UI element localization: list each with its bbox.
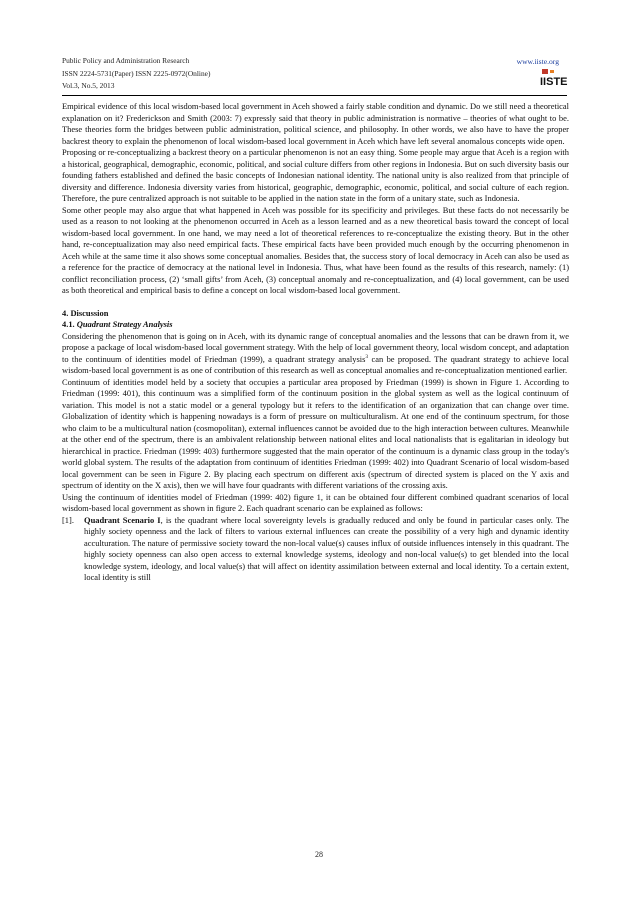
section-heading: 4. Discussion [62,307,109,318]
paragraph-text: can be proposed. The quadrant strategy to achieve local wisdom-based local government is as one of contribution of this research as well as conceptual anomalies and re-conceptualization mentioned earlier. [62,353,569,375]
issn-line: ISSN 2224-5731(Paper) ISSN 2225-0972(Online) [62,69,211,78]
iiste-logo [539,68,569,89]
list-item-text [84,515,569,584]
paragraph: Empirical evidence of this local wisdom-based local government in Aceh showed a fairly stable condition and dynamic. Do we still need a theoretical explanation on it? Frederickson and Smith (2003: 7) expressly said that theory in public administration is normative – theories of what ought to be. These theories form the bridges between public administration, political science, and philosophy. In other words, we also have to have the proper backrest theory to explain the phenomenon of local wisdom-based local government in Aceh which have left several anomalous concepts wide open. [62,101,569,146]
subsection-heading [62,319,569,331]
volume-line: Vol.3, No.5, 2013 [62,81,115,90]
footnote-marker: 3 [365,353,369,360]
logo-mark [542,69,548,74]
logo-mark-accent [550,70,554,73]
page-number: 28 [315,850,323,859]
paragraph: Continuum of identities model held by a society that occupies a particular area proposed by Friedman (1999) is shown in Figure 1. According to Friedman (1999: 401), this continuum was a simplified form of the continuum position in the global system as well as the logical continuum of variation. This model is not a static model or a general typology but it refers to the identification of an organization that can change over time. Globalization of identity which is happening nowadays is a form of pressure on multiculturalism. At one end of the continuum spectrum, for those who claim to be a multicultural nation (cosmopolitan), external influences cannot be avoided due to the high interaction between cultures. Meanwhile at the other end of the spectrum, there is an ambivalent relationship between national elites and local nationalists that is egalitarian in ideology but hierarchical in practice. Friedman (1999: 403) furthermore suggested that the main operator of the continuum is a dynamic class group in the today's world global system. The results of the adaptation from continuum of identities Friedman (1999: 402) into Quadrant Scenario of local wisdom-based local government can be seen in Figure 2. By placing each spectrum on different axis (spectrum of directed system is placed on the Y axis and spectrum of identity on the X axis), then we will have four quadrants with different variations of the crossing axis. [62,376,569,490]
paragraph: Proposing or re-conceptualizing a backrest theory on a particular phenomenon is not an easy thing. Some people may argue that Aceh is a region with a historical, geographical, demographic, economic, political, and social culture differs from other regions in Indonesia. But on such diversity basis our founding fathers established and defined the basic concepts of Indonesian national identity. The national unity is also realized from that principle of diversity and difference. Indonesia diversity varies from historical, geographic, demographic, economic, political, and social culture of each region. Therefore, the pure centralized approach is not suitable to be applied in the nation state in the form of a unitary state, such as Indonesia. [62,147,569,203]
list-item-body: , is the quadrant where local sovereignty levels is gradually reduced and only be found in particular cases only. The highly society openness and the lack of filters to various external influences can create the possibility of a very high and dynamic identity acculturation. The nature of permissive society toward the non-local value(s) causes influx of outside influences intensely in this quadrant. The highly society openness can also open access to external knowledge systems, ideology and non-local value(s) to get blended into the local knowledge system, ideology, and local value(s) that will affect on identity assimilation between external and local identity. To a certain extent, local identity is still [84,514,569,582]
logo-text: IISTE [540,76,568,88]
paragraph-text: Considering the phenomenon that is going on in Aceh, with its dynamic range of conceptual anomalies and the lessons that can be drawn from it, we propose a package of local wisdom-based local government strategy. With the help of local government theory, local wisdom concept, and adaptation to the continuum of identities model of Friedman (1999), a quadrant strategy analysis [62,330,569,364]
list-item-title: Quadrant Scenario I [84,514,161,525]
list-item [62,515,569,584]
journal-title: Public Policy and Administration Research [62,56,190,65]
subsection-title: Quadrant Strategy Analysis [76,319,173,329]
header-rule [62,95,567,96]
article-body [62,101,569,584]
paragraph: Using the continuum of identities model of Friedman (1999: 402) figure 1, it can be obtained four different combined quadrant scenarios of local wisdom-based local government as shown in figure 2. Each quadrant scenario can be explained as follows: [62,491,569,513]
paragraph: Some other people may also argue that what happened in Aceh was possible for its specificity and privileges. But these facts do not necessarily be used as a reason to not looking at the phenomenon occurred in Aceh as a lesson learned and as a new theoretical basis toward the concept of local wisdom-based local government. In one hand, we may need a lot of theoretical references to re-conceptualize the existing theory. But in the other hand, re-conceptualization may also need empirical facts. These empirical facts have been provided much enough by the occurring phenomenon in Aceh while at the same time it also shows some conceptual anomalies. Besides that, the success story of local democracy in Aceh can also be used as a reference for the practice of democracy at the national level in Indonesia. Thus, what have been found as the results of this research, namely: (1) conflict reconciliation process, (2) ‘small gifts’ from Aceh, (3) conceptual anomaly and re-conceptualization, and (4) local government, can be used as both theoretical and empirical basis to define a concept on local wisdom-based local government. [62,204,569,295]
paragraph [62,331,569,377]
list-item-number: [1]. [62,514,74,525]
iiste-logo-icon [539,68,569,89]
subsection-number: 4.1. [62,319,75,329]
journal-website-link[interactable]: www.iiste.org [516,57,559,66]
